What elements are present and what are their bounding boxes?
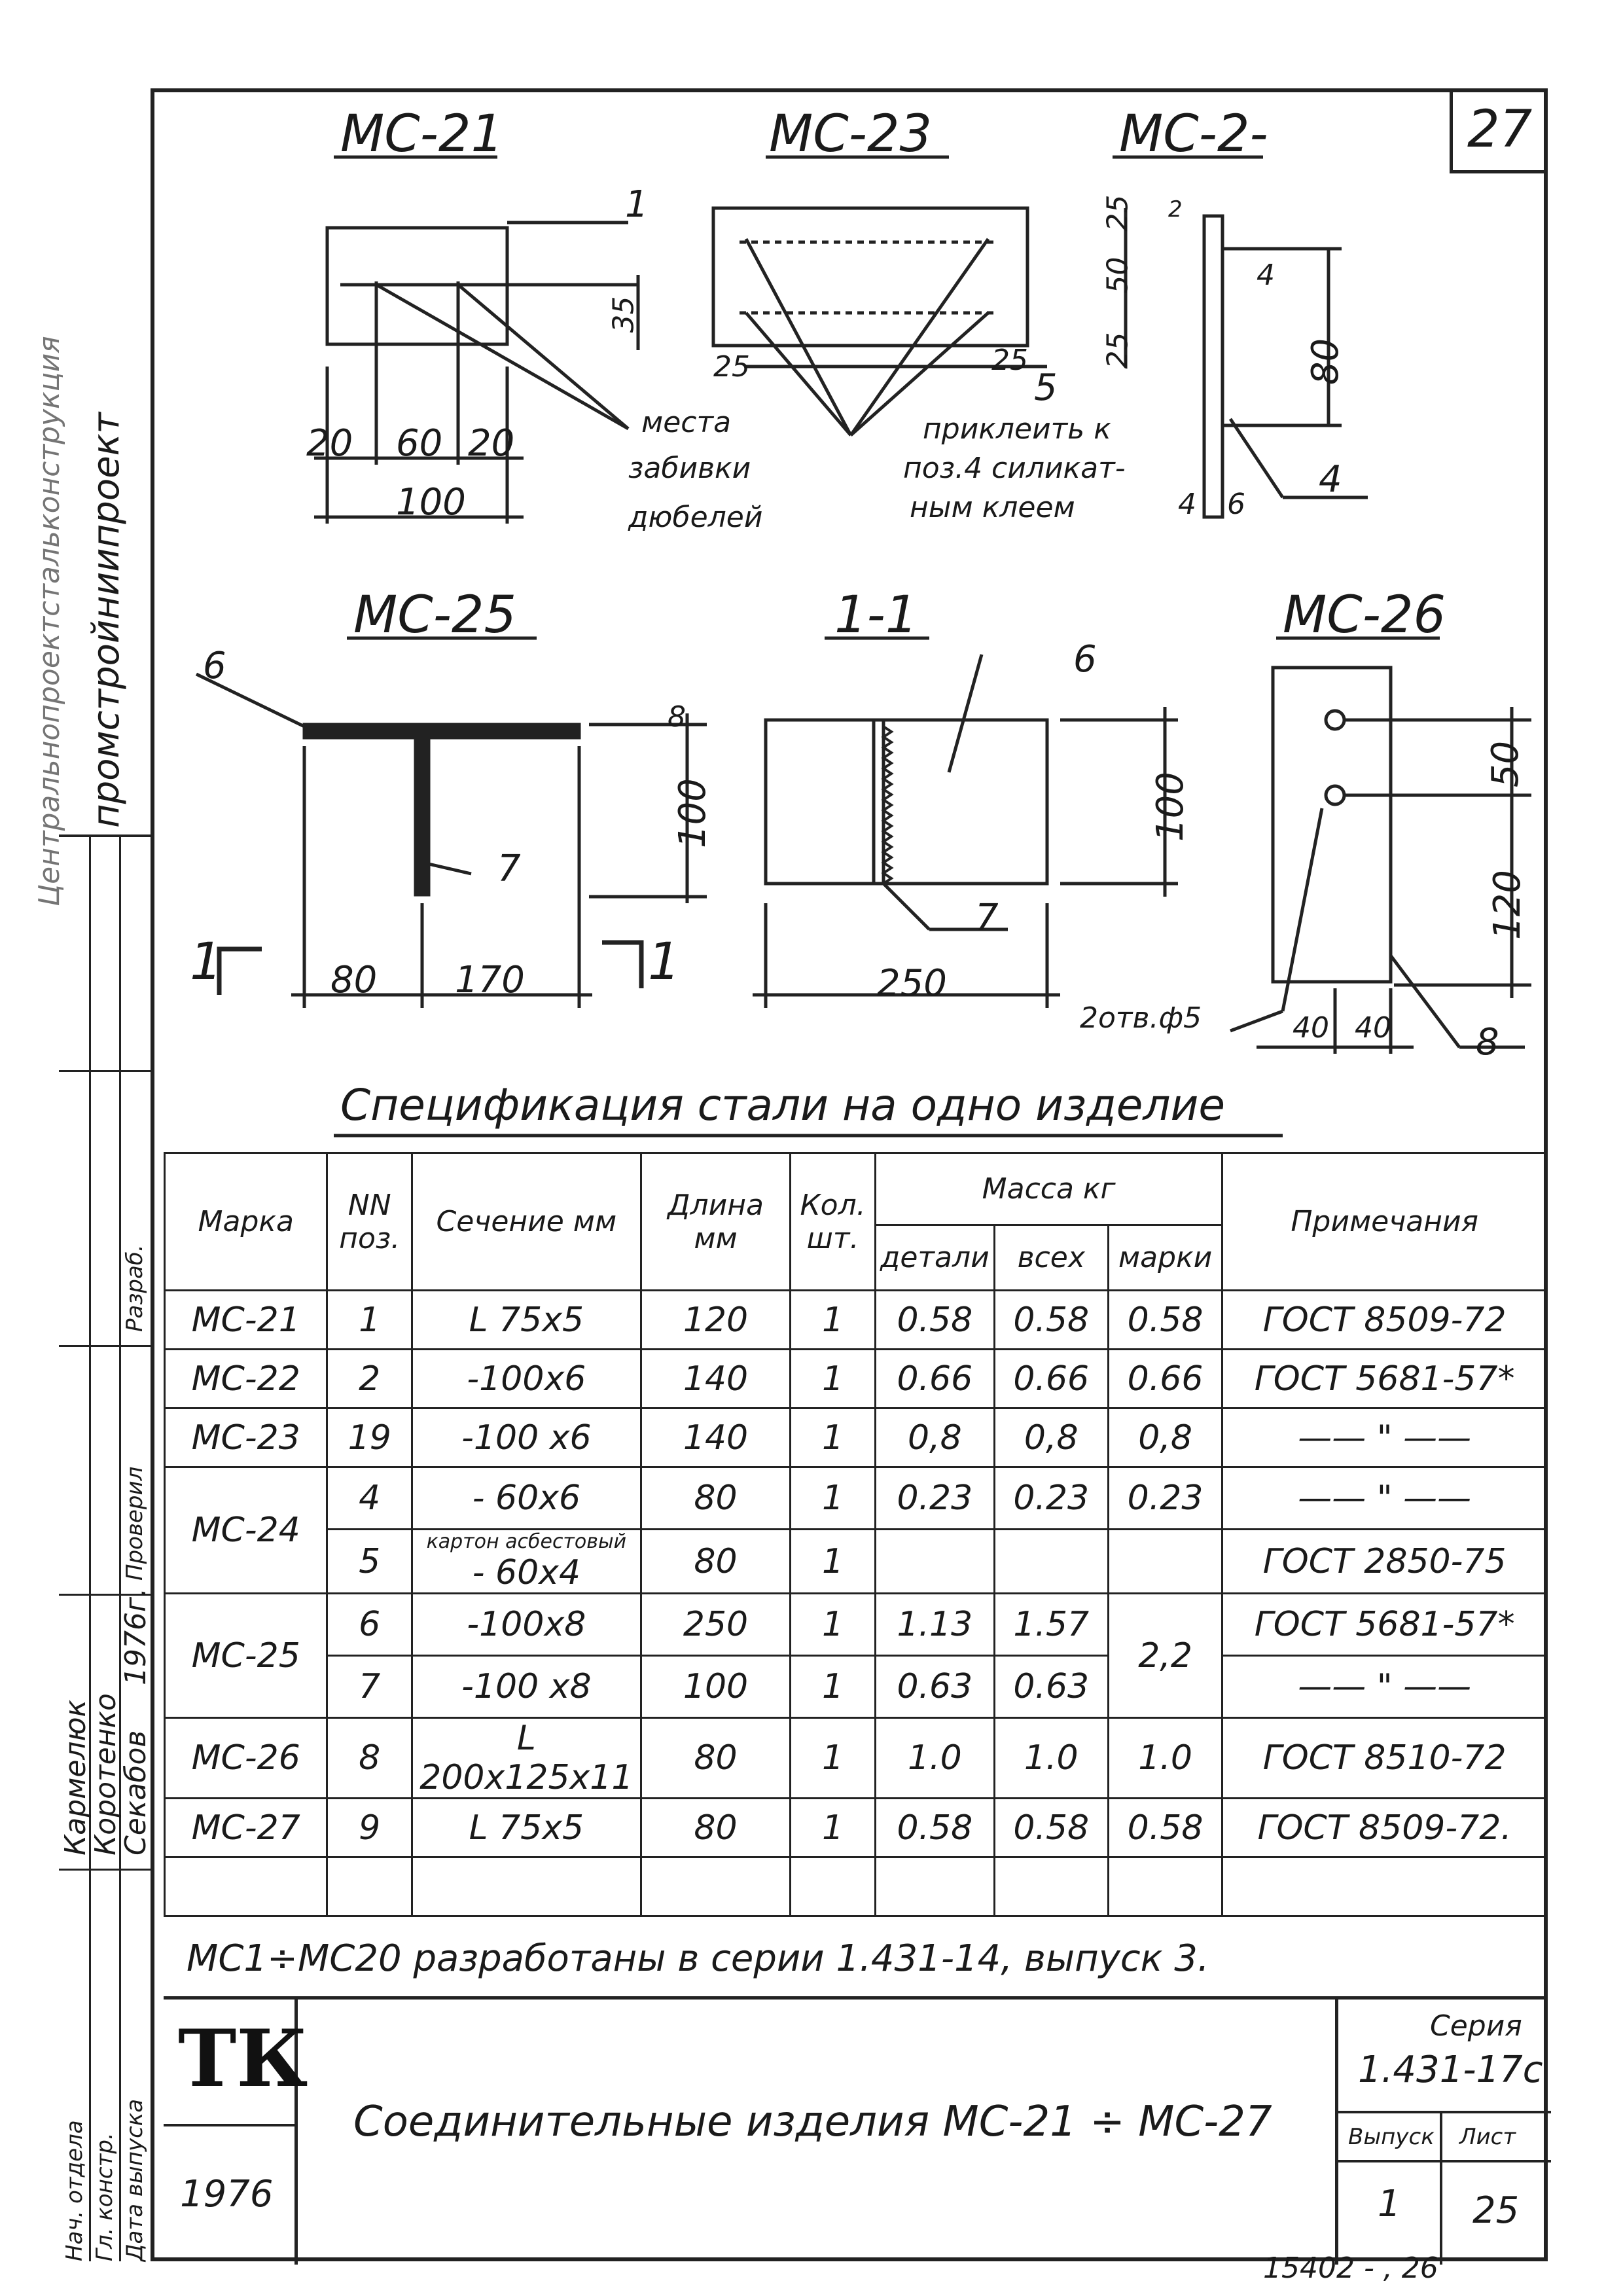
cell-mass-detail: 0.58 (875, 1799, 994, 1857)
name-1: Кармелюк (59, 1699, 92, 1856)
title-block (164, 1996, 1548, 2265)
cell-mass-all: 1.0 (994, 1718, 1108, 1799)
cell-pos: 4 (327, 1467, 412, 1530)
mc26-dim-40b: 40 (1355, 1011, 1391, 1045)
table-row (165, 1467, 1547, 1530)
title-year: 1976 (180, 2173, 274, 2215)
series-value: 1.431-17с (1358, 2049, 1543, 2091)
cell-qty: 1 (791, 1408, 876, 1467)
table-row-empty (165, 1857, 1547, 1916)
cell-mass-all: 0,8 (994, 1408, 1108, 1467)
cell-mass-mark: 0.66 (1108, 1350, 1222, 1408)
cell-mass-mark (1108, 1530, 1222, 1594)
section-left-label: 1 (190, 933, 223, 992)
cell-note: ГОСТ 8510-72 (1222, 1718, 1547, 1799)
cell-section-note: картон асбестовый (426, 1530, 627, 1553)
cell-length: 140 (641, 1408, 790, 1467)
cell-mass-mark: 0.23 (1108, 1467, 1222, 1530)
mc25-dim-100: 100 (671, 778, 714, 848)
cell-mass-mark: 0.58 (1108, 1799, 1222, 1857)
cell-length: 80 (641, 1718, 790, 1799)
section-mark-right (602, 942, 641, 988)
note-dowels-2: забивки (628, 452, 751, 485)
mc26-dim-40a: 40 (1293, 1011, 1329, 1045)
cell-section: L 75x5 (412, 1291, 641, 1350)
series-divider (1338, 2111, 1551, 2113)
cell-section: L 200x125x11 (412, 1718, 641, 1799)
cell-section: -100 x8 (412, 1656, 641, 1718)
mc26-pos: 8 (1476, 1021, 1499, 1064)
cell-mark: МС-26 (165, 1718, 327, 1799)
cell-mark: МС-24 (165, 1467, 327, 1594)
sheet-value: 25 (1472, 2189, 1520, 2232)
cell-note: —— " —— (1222, 1408, 1547, 1467)
table-row (165, 1408, 1547, 1467)
footnote: МС1÷МС20 разработаны в серии 1.431-14, выпуск 3. (187, 1937, 1209, 1980)
col-mass-all: всех (994, 1225, 1108, 1291)
col-section: Сечение мм (412, 1153, 641, 1291)
cell-qty: 1 (791, 1718, 876, 1799)
mc24-dim-6: 6 (1227, 488, 1245, 521)
mc23-dim-50: 50 (1101, 257, 1135, 294)
sec11-dim-250: 250 (877, 962, 947, 1005)
sec11-pos-7: 7 (975, 897, 999, 939)
issue-divider (1338, 2160, 1551, 2162)
cell-mass-detail: 0.58 (875, 1291, 994, 1350)
cell-mark: МС-21 (165, 1291, 327, 1350)
sec11-dim-100: 100 (1149, 772, 1192, 842)
mc23-dim-25b: 25 (1101, 332, 1135, 369)
col-qty: Кол. шт. (791, 1153, 876, 1291)
col-mass: Масса кг (875, 1153, 1222, 1225)
col-note: Примечания (1222, 1153, 1547, 1291)
table-row (165, 1530, 1547, 1594)
col-mass-mark: марки (1108, 1225, 1222, 1291)
role-date: Дата выпуска (122, 2098, 148, 2261)
cell-pos: 2 (327, 1350, 412, 1408)
cell-note: ГОСТ 5681-57* (1222, 1350, 1547, 1408)
cell-qty: 1 (791, 1467, 876, 1530)
cell-mass-mark: 0,8 (1108, 1408, 1222, 1467)
mc24-title: МС-2- (1119, 105, 1268, 164)
cell-section (412, 1530, 641, 1594)
sec11-title: 1-1 (834, 586, 918, 645)
cell-qty: 1 (791, 1291, 876, 1350)
table-row (165, 1291, 1547, 1350)
cell-mass-all: 0.23 (994, 1467, 1108, 1530)
logo-box (164, 2000, 308, 2265)
table-row (165, 1656, 1547, 1718)
sheet-number: 27 (1467, 100, 1533, 159)
cell-mass-detail: 0.23 (875, 1467, 994, 1530)
mc23-pos: 5 (1034, 367, 1058, 409)
mc21-dim-100: 100 (396, 481, 466, 524)
mc21-title: МС-21 (340, 105, 504, 164)
table-row (165, 1350, 1547, 1408)
mc25-pos-7: 7 (497, 848, 521, 890)
cell-length: 80 (641, 1467, 790, 1530)
cell-length: 140 (641, 1350, 790, 1408)
cell-mass-detail (875, 1530, 994, 1594)
mc21-dim-60: 60 (396, 422, 443, 465)
col-length: Длина мм (641, 1153, 790, 1291)
col-mass-detail: детали (875, 1225, 994, 1291)
cell-mark: МС-23 (165, 1408, 327, 1467)
mc26-hole-1 (1326, 711, 1344, 729)
cell-section: -100 x6 (412, 1408, 641, 1467)
cell-pos: 1 (327, 1291, 412, 1350)
mc26-title: МС-26 (1283, 586, 1446, 645)
cell-section: -100x8 (412, 1594, 641, 1656)
col-pos: NN поз. (327, 1153, 412, 1291)
cell-length: 80 (641, 1799, 790, 1857)
note-glue-1: приклеить к (923, 412, 1111, 446)
mc24-strip (1204, 216, 1222, 517)
table-row (165, 1799, 1547, 1857)
mc23-title: МС-23 (769, 105, 933, 164)
cell-mark: МС-22 (165, 1350, 327, 1408)
mc21-dim-35: 35 (607, 296, 641, 333)
note-glue-3: ным клеем (910, 491, 1075, 524)
role-check: Проверил (122, 1466, 148, 1581)
mc24-dim-80: 80 (1304, 338, 1347, 386)
cell-note: —— " —— (1222, 1656, 1547, 1718)
mc24-pos: 4 (1319, 458, 1342, 501)
cell-mark: МС-25 (165, 1594, 327, 1718)
series-label: Серия (1430, 2009, 1522, 2043)
logo-divider (164, 2124, 294, 2126)
mc21-pos: 1 (625, 183, 649, 226)
role-chief: Гл. констр. (92, 2132, 118, 2261)
cell-section: - 60x6 (412, 1467, 641, 1530)
cell-mass-detail: 0.63 (875, 1656, 994, 1718)
cell-mass-detail: 0.66 (875, 1350, 994, 1408)
cell-note: —— " —— (1222, 1467, 1547, 1530)
cell-note: ГОСТ 8509-72 (1222, 1291, 1547, 1350)
cell-section: -100x6 (412, 1350, 641, 1408)
cell-note: ГОСТ 5681-57* (1222, 1594, 1547, 1656)
sheet-label: Лист (1459, 2124, 1516, 2150)
mc25-flange (304, 725, 579, 738)
mc23-dim-25d: 25 (991, 344, 1028, 377)
mc23-plate (713, 208, 1027, 346)
note-dowels-3: дюбелей (628, 501, 763, 534)
cell-note: ГОСТ 2850-75 (1222, 1530, 1547, 1594)
mc26-hole-2 (1326, 786, 1344, 804)
section-mark-left (219, 949, 262, 995)
cell-mark: МС-27 (165, 1799, 327, 1857)
cell-length: 250 (641, 1594, 790, 1656)
cell-note: ГОСТ 8509-72. (1222, 1799, 1547, 1857)
mc21-dim-20b: 20 (468, 422, 515, 465)
cell-mass-all: 0.58 (994, 1291, 1108, 1350)
cell-mass-all: 0.66 (994, 1350, 1108, 1408)
mc21-dim-20a: 20 (306, 422, 353, 465)
table-row (165, 1594, 1547, 1656)
mc23-dim-25c: 25 (713, 350, 750, 384)
cell-mass-detail: 1.13 (875, 1594, 994, 1656)
cell-mass-mark: 2,2 (1108, 1594, 1222, 1718)
cell-section-value: - 60x4 (472, 1553, 581, 1592)
cell-section: L 75x5 (412, 1799, 641, 1857)
spec-table (164, 1152, 1548, 1917)
cell-length: 80 (641, 1530, 790, 1594)
mc24-dim-4b: 4 (1178, 488, 1196, 521)
cell-pos: 9 (327, 1799, 412, 1857)
strip-year: 1976г. (119, 1587, 152, 1685)
mc26-dim-50: 50 (1484, 740, 1527, 788)
mc26-holes: 2отв.ф5 (1080, 1001, 1202, 1035)
cell-mass-all: 0.58 (994, 1799, 1108, 1857)
mc25-pos-6: 6 (203, 645, 226, 687)
note-glue-2: поз.4 силикат- (903, 452, 1126, 485)
name-3: Секабов (119, 1730, 152, 1856)
mc26-dim-120: 120 (1486, 870, 1529, 940)
cell-qty: 1 (791, 1594, 876, 1656)
cell-qty: 1 (791, 1350, 876, 1408)
mc25-web (416, 738, 429, 895)
tk-logo: ТК (178, 2013, 308, 2105)
mc23-dim-25a: 25 (1101, 194, 1135, 232)
cell-length: 100 (641, 1656, 790, 1718)
col-mark: Марка (165, 1153, 327, 1291)
cell-mass-detail: 1.0 (875, 1718, 994, 1799)
mc25-dim-8: 8 (668, 700, 686, 734)
issue-label: Выпуск (1348, 2124, 1435, 2150)
cell-pos: 8 (327, 1718, 412, 1799)
cell-mass-all: 0.63 (994, 1656, 1108, 1718)
mc24-dim-4a: 4 (1257, 259, 1275, 292)
role-head: Нач. отдела (62, 2120, 88, 2261)
cell-length: 120 (641, 1291, 790, 1350)
org-line-1: Центральнопроектстальконструкция (33, 336, 66, 906)
cell-qty: 1 (791, 1530, 876, 1594)
org-line-2: промстройниипроект (85, 412, 128, 828)
cell-mass-detail: 0,8 (875, 1408, 994, 1467)
cell-pos: 5 (327, 1530, 412, 1594)
mc24-dim-2: 2 (1168, 196, 1183, 223)
cell-pos: 7 (327, 1656, 412, 1718)
series-box (1335, 2000, 1548, 2265)
cell-qty: 1 (791, 1799, 876, 1857)
cell-qty: 1 (791, 1656, 876, 1718)
name-2: Коротенко (89, 1693, 122, 1856)
cell-mass-all: 1.57 (994, 1594, 1108, 1656)
table-row (165, 1718, 1547, 1799)
mc25-dim-80: 80 (330, 959, 378, 1001)
section-1-1 (766, 720, 1047, 884)
bottom-code: 15402 - , 26 (1263, 2251, 1438, 2285)
mc25-title: МС-25 (353, 586, 517, 645)
role-dev: Разраб. (122, 1244, 148, 1332)
cell-pos: 6 (327, 1594, 412, 1656)
mc25-dim-170: 170 (455, 959, 525, 1001)
drawing-title: Соединительные изделия МС-21 ÷ МС-27 (353, 2098, 1272, 2146)
cell-mass-all (994, 1530, 1108, 1594)
issue-col-divider (1440, 2111, 1442, 2265)
section-right-label: 1 (648, 933, 681, 992)
sec11-pos-6: 6 (1073, 638, 1097, 681)
cell-pos: 19 (327, 1408, 412, 1467)
spec-title: Спецификация стали на одно изделие (340, 1080, 1226, 1130)
cell-mass-mark: 1.0 (1108, 1718, 1222, 1799)
note-dowels-1: места (641, 406, 732, 439)
cell-mass-mark: 0.58 (1108, 1291, 1222, 1350)
issue-value: 1 (1378, 2183, 1401, 2225)
